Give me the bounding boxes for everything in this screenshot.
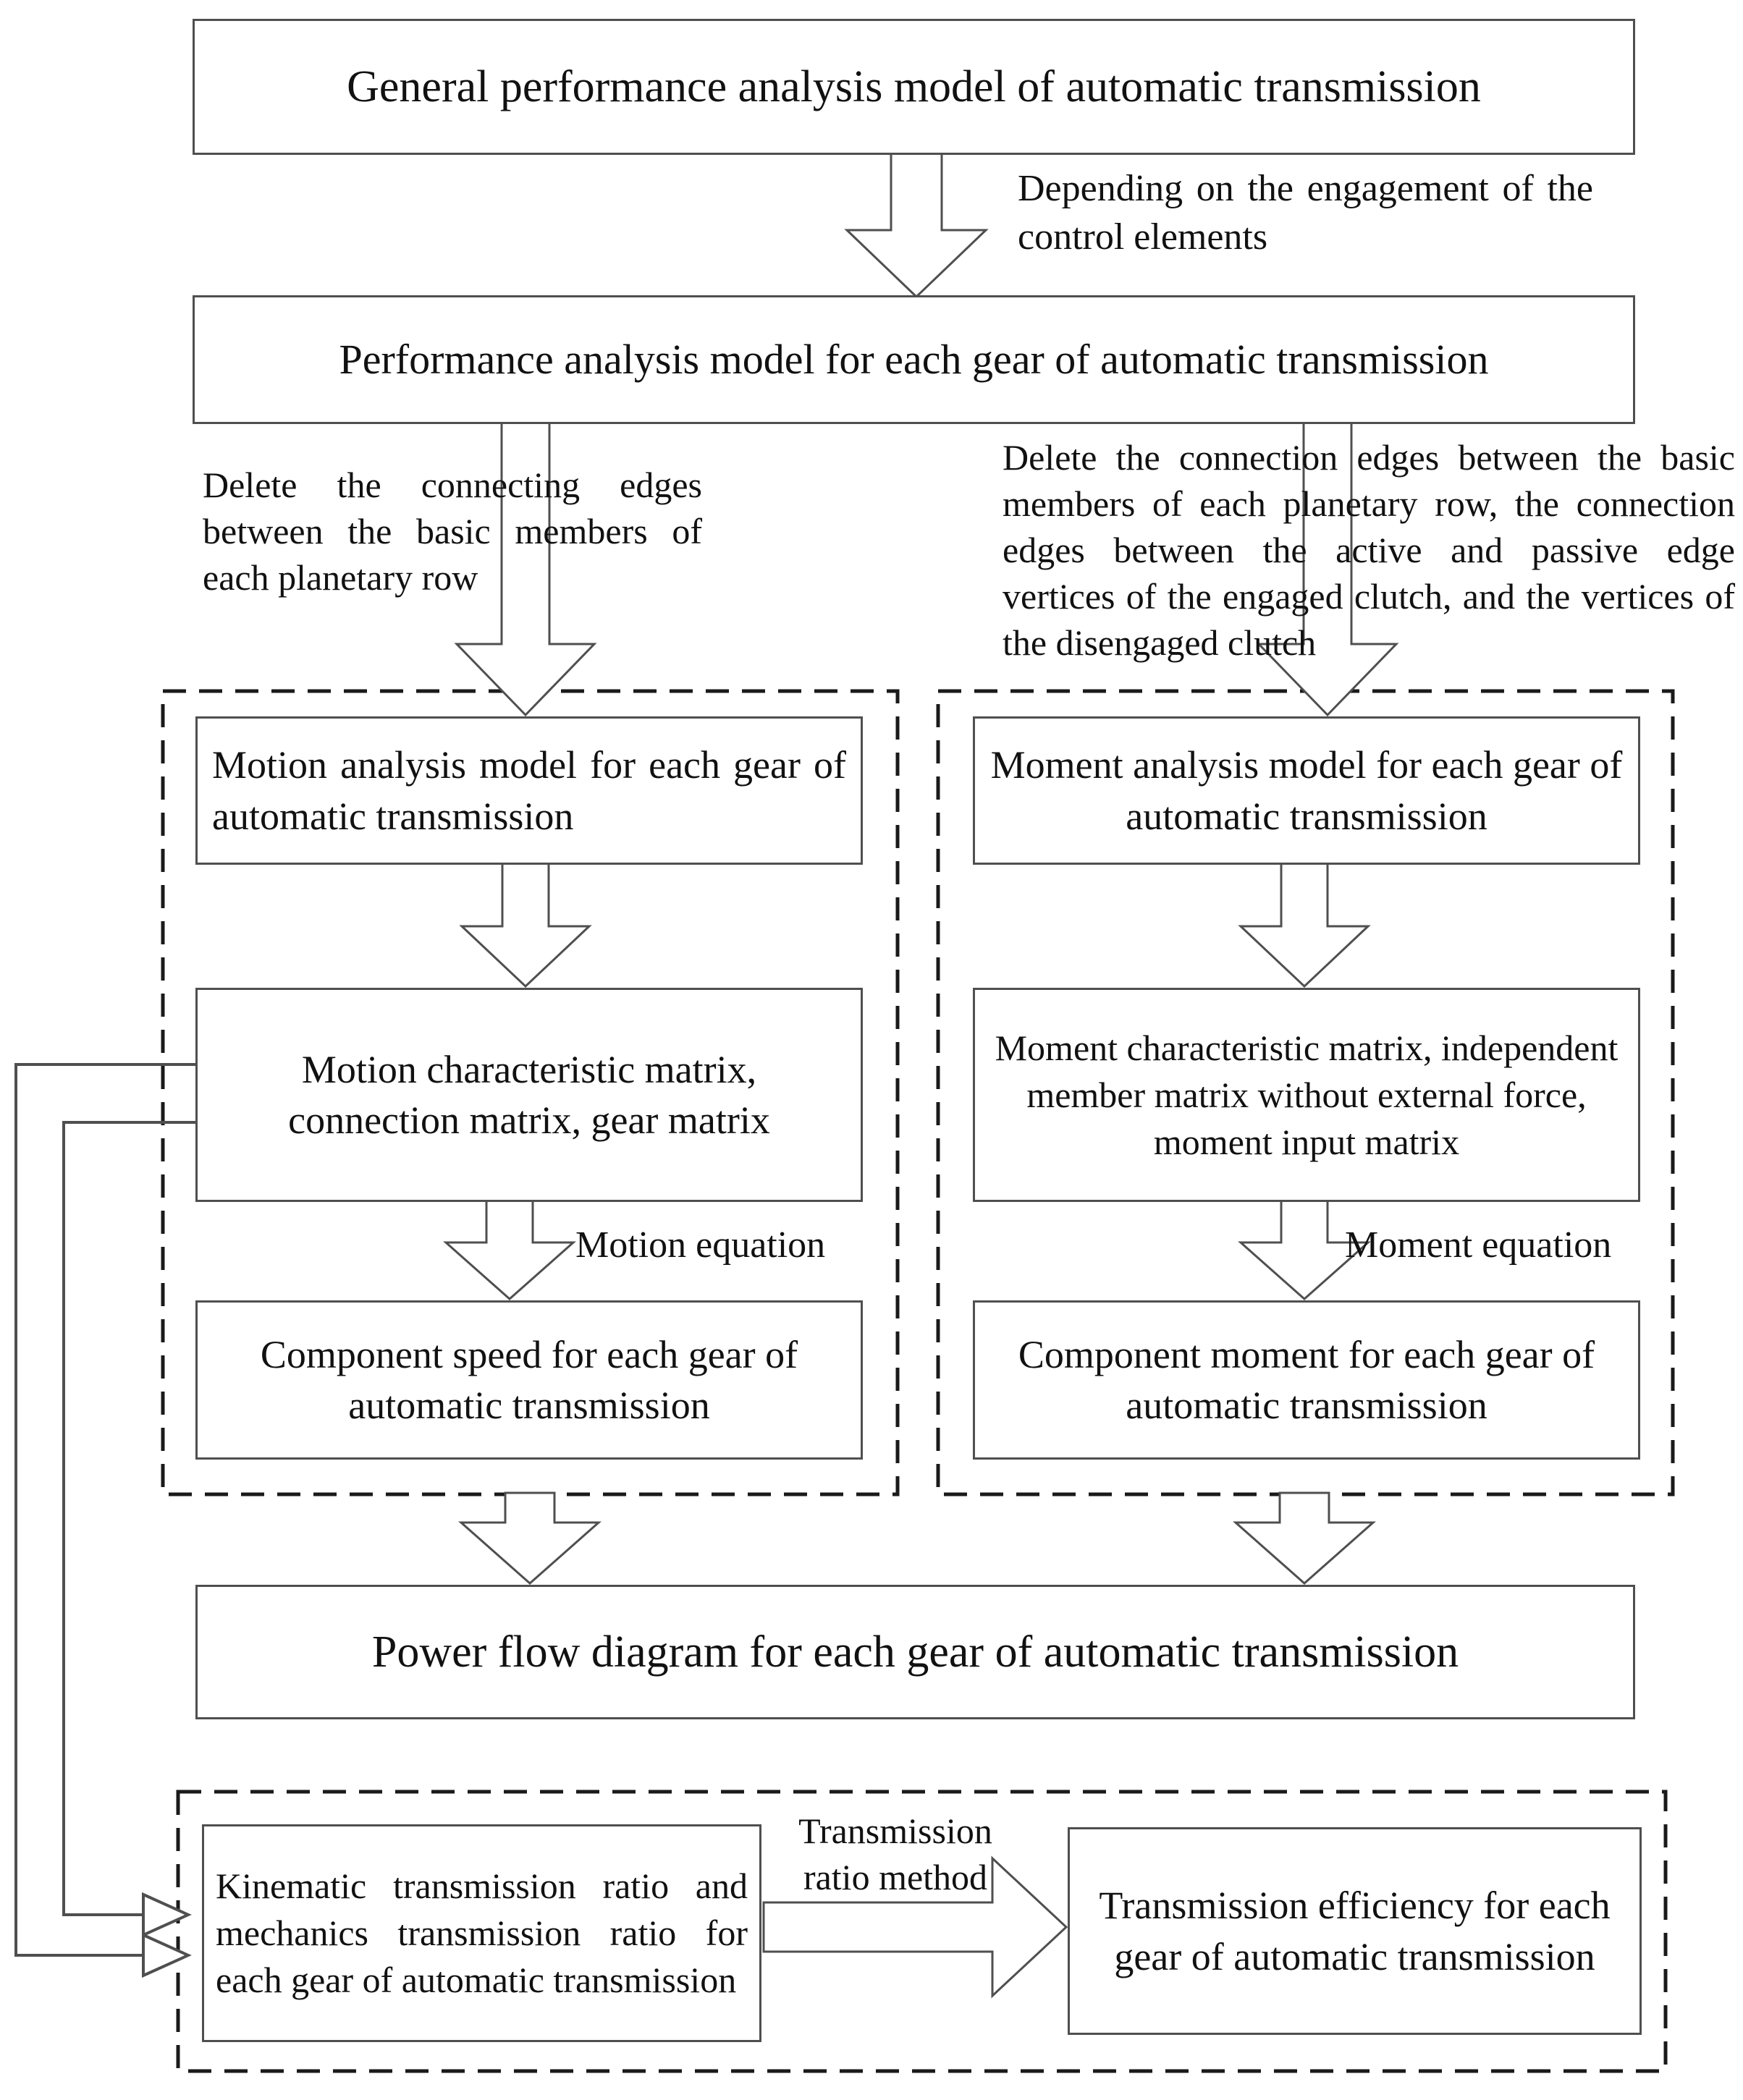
label-engagement: Depending on the engagement of the control elements xyxy=(1018,168,1593,258)
box-component-speed-text: Component speed for each gear of automatic transmission xyxy=(260,1332,798,1427)
box-per-gear-model xyxy=(193,295,1635,424)
box-transmission-efficiency-text: Transmission efficiency for each gear of automatic transmission xyxy=(1099,1884,1611,1978)
box-general-model-text: General performance analysis model of automatic transmission xyxy=(347,62,1481,111)
box-moment-matrix-text: Moment characteristic matrix, independent member matrix without external force, moment input matrix xyxy=(995,1027,1618,1162)
box-power-flow-text: Power flow diagram for each gear of automatic transmission xyxy=(371,1627,1459,1677)
box-general-model xyxy=(193,19,1635,155)
box-moment-model xyxy=(973,716,1640,865)
box-component-moment-text: Component moment for each gear of automatic transmission xyxy=(1018,1332,1595,1427)
box-kinematic-ratio xyxy=(202,1824,761,2042)
label-delete-right: Delete the connection edges between the basic members of each planetary row, the connection edges between the active and passive edge vertices of the engaged clutch, and the vertices of the disengaged clutch xyxy=(1003,437,1735,663)
arrow-motionmodel-to-matrix-icon xyxy=(462,863,589,986)
label-motion-equation: Motion equation xyxy=(575,1224,826,1266)
box-kinematic-ratio-text: Kinematic transmission ratio and mechanics transmission ratio for each gear of automatic transmission xyxy=(216,1866,748,2000)
box-motion-matrix-text: Motion characteristic matrix, connection matrix, gear matrix xyxy=(288,1047,770,1142)
arrow-motion-equation-icon xyxy=(446,1201,573,1299)
arrow-moment-to-powerflow-icon xyxy=(1236,1493,1373,1583)
box-motion-matrix xyxy=(195,988,863,1202)
box-per-gear-model-text: Performance analysis model for each gear of automatic transmission xyxy=(339,336,1489,384)
box-transmission-efficiency xyxy=(1068,1827,1642,2035)
arrow-speed-to-powerflow-icon xyxy=(461,1493,599,1583)
box-component-speed xyxy=(195,1300,863,1460)
box-motion-model-text: Motion analysis model for each gear of automatic transmission xyxy=(212,743,846,838)
box-moment-model-text: Moment analysis model for each gear of automatic transmission xyxy=(990,743,1623,838)
feedback-arrowhead-inner-icon xyxy=(143,1894,188,1935)
arrow-momentmodel-to-matrix-icon xyxy=(1241,863,1368,986)
feedback-arrowhead-outer-icon xyxy=(143,1935,188,1976)
box-component-moment xyxy=(973,1300,1640,1460)
box-moment-matrix xyxy=(973,988,1640,1202)
label-ratio-method: Transmission ratio method xyxy=(798,1811,992,1897)
label-moment-equation: Moment equation xyxy=(1345,1224,1612,1266)
arrow-general-to-pergear-icon xyxy=(847,153,986,297)
box-power-flow xyxy=(195,1585,1635,1719)
box-motion-model xyxy=(195,716,863,865)
feedback-line-inner xyxy=(64,1122,195,1915)
feedback-line-outer xyxy=(16,1064,195,1955)
label-delete-left: Delete the connecting edges between the basic members of each planetary row xyxy=(203,465,702,598)
